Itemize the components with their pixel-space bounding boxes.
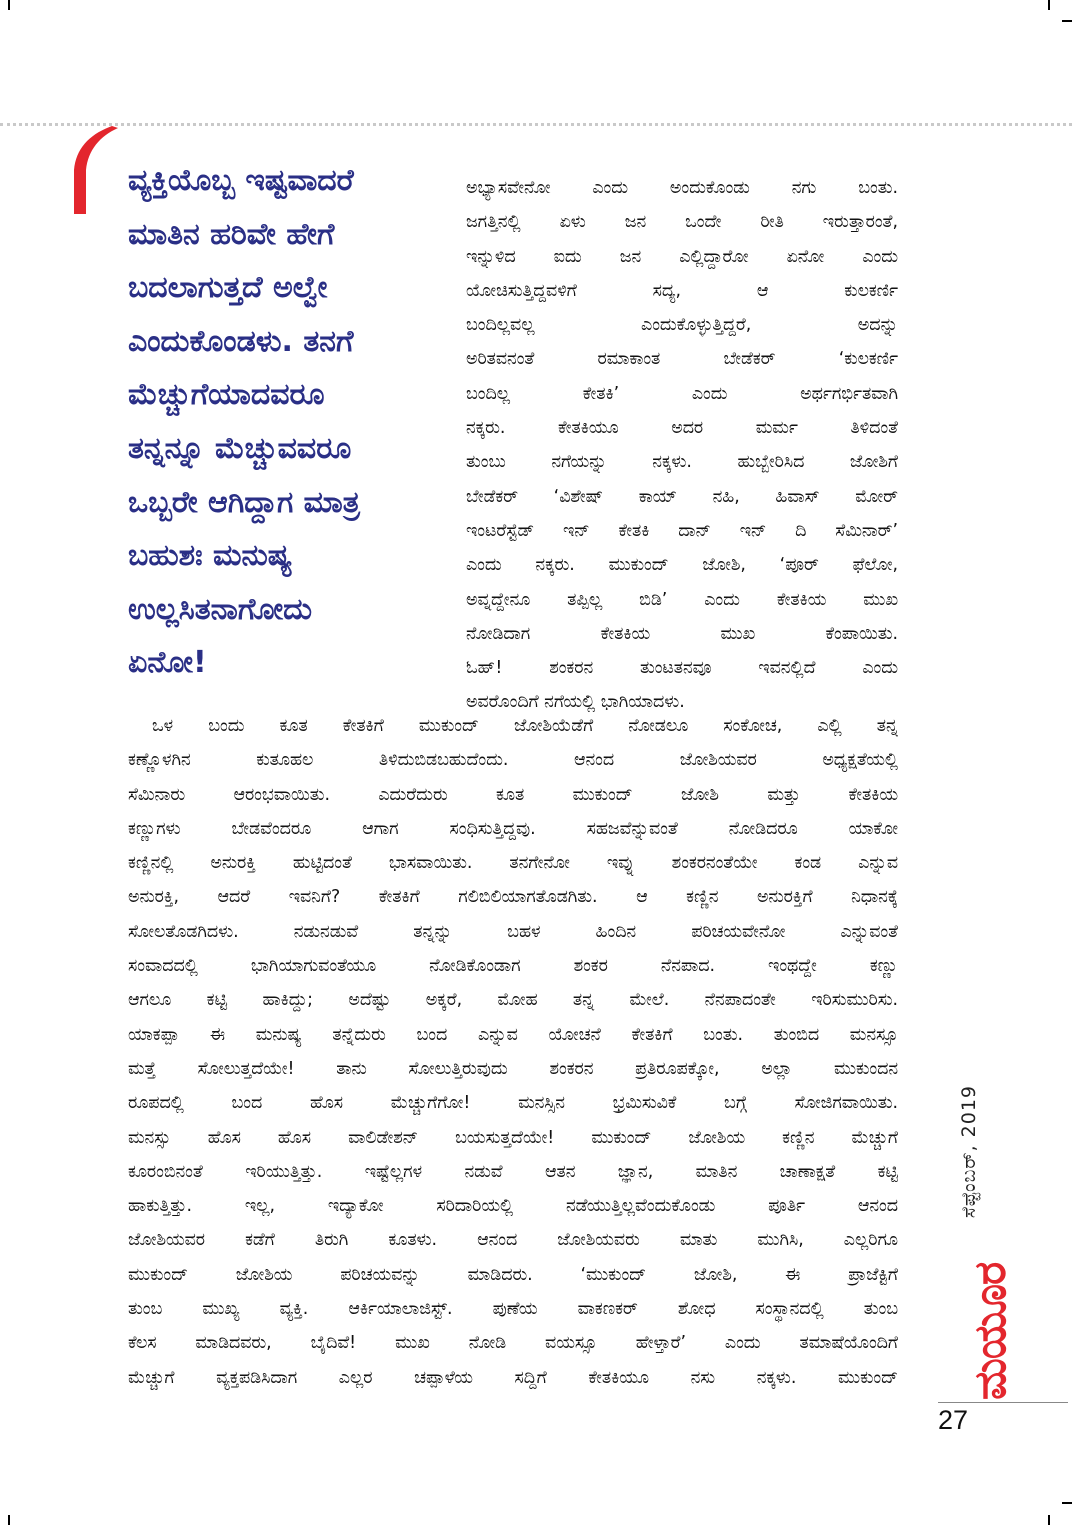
body-line: ಅವರೊಂದಿಗೆ ನಗೆಯಲ್ಲಿ ಭಾಗಿಯಾದಳು. [466,692,685,713]
pull-quote [128,154,428,690]
body-line: ಅನುರಕ್ತಿ, ಆದರೆ ಇವನಿಗೆ? ಕೇತಕಿಗೆ ಗಲಿಬಿಲಿಯಾಗತೊಡಗಿತು. ಆ ಕಣ್ಣಿನ ಅನುರಕ್ತಿಗೆ ನಿಧಾನಕ್ಕೆ [128,887,898,908]
body-line: ಸೋಲತೊಡಗಿದಳು. ನಡುನಡುವೆ ತನ್ನನ್ನು ಬಹಳ ಹಿಂದಿನ ಪರಿಚಯವೇನೋ ಎನ್ನುವಂತೆ [128,921,898,942]
body-line: ಮುಕುಂದ್ ಜೋಶಿಯ ಪರಿಚಯವನ್ನು ಮಾಡಿದರು. ‘ಮುಕುಂದ್ ಜೋಶಿ, ಈ ಪ್ರಾಜೆಕ್ಟಿಗೆ [128,1264,898,1285]
pull-quote-line: ಮೆಚ್ಚುಗೆಯಾದವರೂ [128,377,325,413]
crop-mark [1048,0,1050,10]
pull-quote-line: ಬಹುಶಃ ಮನುಷ್ಯ [128,538,293,574]
issue-date: ಸೆಪ್ಟೆಂಬರ್, 2019 [958,1085,980,1219]
body-line: ಯೋಚಿಸುತ್ತಿದ್ದವಳಿಗೆ ಸದ್ಯ, ಆ ಕುಲಕರ್ಣಿ [466,280,898,301]
dotted-divider [0,123,1072,126]
crop-mark [1062,1502,1072,1504]
body-line: ಕೂರಂಬಿನಂತೆ ಇರಿಯುತ್ತಿತ್ತು. ಇಷ್ಟೆಲ್ಲಗಳ ನಡುವೆ ಆತನ ಜ್ಞಾನ, ಮಾತಿನ ಚಾಣಾಕ್ಷತೆ ಕಟ್ಟಿ [128,1161,898,1182]
page-number: 27 [938,1405,969,1435]
body-line: ಮತ್ತೆ ಸೋಲುತ್ತದೆಯೇ! ತಾನು ಸೋಲುತ್ತಿರುವುದು ಶಂಕರನ ಪ್ರತಿರೂಪಕ್ಕೋ, ಅಲ್ಲಾ ಮುಕುಂದನ [128,1058,898,1079]
body-line: ಅರಿತವನಂತೆ ರಮಾಕಾಂತ ಬೇಡೆಕರ್ ‘ಕುಲಕರ್ಣಿ [466,349,898,370]
pull-quote-line: ಎಂದುಕೊಂಡಳು. ತನಗೆ [128,323,354,359]
body-column-full [128,709,898,1395]
body-line: ಅಭ್ಯಾಸವೇನೋ ಎಂದು ಅಂದುಕೊಂಡು ನಗು ಬಂತು. [466,178,898,198]
pull-quote-line: ಒಬ್ಬರೇ ಆಗಿದ್ದಾಗ ಮಾತ್ರ [128,484,360,520]
body-line: ಒಳ ಬಂದು ಕೂತ ಕೇತಕಿಗೆ ಮುಕುಂದ್ ಜೋಶಿಯೆಡೆಗೆ ನೋಡಲೂ ಸಂಕೋಚ, ಎಲ್ಲಿ ತನ್ನ [152,716,898,736]
crop-mark [1062,20,1072,22]
pull-quote-line: ಮಾತಿನ ಹರಿವೇ ಹೇಗೆ [128,216,335,252]
body-line: ಯಾಕಪ್ಪಾ ಈ ಮನುಷ್ಯ ತನ್ನೆದುರು ಬಂದ ಎನ್ನುವ ಯೋಚನೆ ಕೇತಕಿಗೆ ಬಂತು. ತುಂಬಿದ ಮನಸ್ಸೂ [128,1024,898,1045]
body-line: ಸೆಮಿನಾರು ಆರಂಭವಾಯಿತು. ಎದುರೆದುರು ಕೂತ ಮುಕುಂದ್ ಜೋಶಿ ಮತ್ತು ಕೇತಕಿಯ [128,784,898,805]
body-line: ಇನ್ನುಳಿದ ಐದು ಜನ ಎಲ್ಲಿದ್ದಾರೋ ಏನೋ ಎಂದು [466,246,898,267]
body-line: ಎಂದು ನಕ್ಕರು. ಮುಕುಂದ್ ಜೋಶಿ, ‘ಪೂರ್ ಫೆಲೋ, [466,555,898,576]
body-line: ಕಣ್ಣೊಳಗಿನ ಕುತೂಹಲ ತಿಳಿದುಬಿಡಬಹುದೆಂದು. ಆನಂದ ಜೋಶಿಯವರ ಅಧ್ಯಕ್ಷತೆಯಲ್ಲಿ [128,750,898,771]
body-line: ಕಣ್ಣುಗಳು ಬೇಡವೆಂದರೂ ಆಗಾಗ ಸಂಧಿಸುತ್ತಿದ್ದವು. ಸಹಜವೆನ್ನುವಂತೆ ನೋಡಿದರೂ ಯಾಕೋ [128,818,898,839]
body-line: ಬೇಡೆಕರ್ ‘ವಿಶೇಷ್ ಕಾಯ್ ನಹಿ, ಹಿವಾಸ್ ಮೋರ್ [466,486,898,507]
crop-mark [8,1515,10,1525]
body-line: ರೂಪದಲ್ಲಿ ಬಂದ ಹೊಸ ಮೆಚ್ಚುಗೆಗೋ! ಮನಸ್ಸಿನ ಭ್ರಮಿಸುವಿಕೆ ಬಗ್ಗೆ ಸೋಜಿಗವಾಯಿತು. [128,1093,898,1114]
body-line: ಜಗತ್ತಿನಲ್ಲಿ ಏಳು ಜನ ಒಂದೇ ರೀತಿ ಇರುತ್ತಾರಂತೆ, [466,212,898,233]
body-line: ಮೆಚ್ಚುಗೆ ವ್ಯಕ್ತಪಡಿಸಿದಾಗ ಎಲ್ಲರ ಚಪ್ಪಾಳೆಯ ಸದ್ದಿಗೆ ಕೇತಕಿಯೂ ನಸು ನಕ್ಕಳು. ಮುಕುಂದ್ [128,1367,898,1388]
body-line: ಬಂದಿಲ್ಲ ಕೇತಕಿ’ ಎಂದು ಅರ್ಥಗರ್ಭಿತವಾಗಿ [466,383,898,404]
quote-mark-icon [72,126,120,216]
pull-quote-line: ವ್ಯಕ್ತಿಯೊಬ್ಬ ಇಷ್ಟವಾದರೆ [128,163,354,198]
body-line: ತುಂಬು ನಗೆಯನ್ನು ನಕ್ಕಳು. ಹುಬ್ಬೇರಿಸಿದ ಜೋಶಿಗೆ [466,452,898,473]
body-line: ಜೋಶಿಯವರ ಕಡೆಗೆ ತಿರುಗಿ ಕೂತಳು. ಆನಂದ ಜೋಶಿಯವರು ಮಾತು ಮುಗಿಸಿ, ಎಲ್ಲರಿಗೂ [128,1230,898,1251]
folio-rule [938,1402,1068,1403]
body-line: ಕಣ್ಣಿನಲ್ಲಿ ಅನುರಕ್ತಿ ಹುಟ್ಟಿದಂತೆ ಭಾಸವಾಯಿತು. ತನಗೇನೋ ಇವ್ನು ಶಂಕರನಂತೆಯೇ ಕಂಡ ಎನ್ನುವ [128,853,898,874]
pull-quote-line: ಬದಲಾಗುತ್ತದೆ ಅಲ್ವೇ [128,270,328,306]
body-line: ಹಾಕುತ್ತಿತ್ತು. ಇಲ್ಲ, ಇದ್ಯಾಕೋ ಸರಿದಾರಿಯಲ್ಲಿ ನಡೆಯುತ್ತಿಲ್ಲವೆಂದುಕೊಂಡು ಪೂರ್ತಿ ಆನಂದ [128,1196,898,1217]
crop-mark [1048,1515,1050,1525]
pull-quote-line: ತನ್ನನ್ನೂ ಮೆಚ್ಚುವವರೂ [128,430,352,466]
body-line: ನೋಡಿದಾಗ ಕೇತಕಿಯ ಮುಖ ಕೆಂಪಾಯಿತು. [466,623,898,644]
body-line: ಓಹ್! ಶಂಕರನ ತುಂಟತನವೂ ಇವನಲ್ಲಿದೆ ಎಂದು [466,658,898,679]
body-line: ಮನಸ್ಸು ಹೊಸ ಹೊಸ ವಾಲಿಡೇಶನ್ ಬಯಸುತ್ತದೆಯೇ! ಮುಕುಂದ್ ಜೋಶಿಯ ಕಣ್ಣಿನ ಮೆಚ್ಚುಗೆ [128,1127,898,1148]
body-line: ಇಂಟರೆಸ್ಟೆಡ್ ಇನ್ ಕೇತಕಿ ದಾನ್ ಇನ್ ದಿ ಸೆಮಿನಾರ್’ [466,520,898,541]
pull-quote-line: ಉಲ್ಲಸಿತನಾಗೋದು [128,591,313,627]
body-line: ನಕ್ಕರು. ಕೇತಕಿಯೂ ಅದರ ಮರ್ಮ ತಿಳಿದಂತೆ [466,418,898,439]
body-line: ಬಂದಿಲ್ಲವಲ್ಲ ಎಂದುಕೊಳ್ಳುತ್ತಿದ್ದರೆ, ಅದನ್ನು [466,315,898,336]
body-line: ಸಂವಾದದಲ್ಲಿ ಭಾಗಿಯಾಗುವಂತೆಯೂ ನೋಡಿಕೊಂಡಾಗ ಶಂಕರ ನೆನಪಾದ. ಇಂಥದ್ದೇ ಕಣ್ಣು [128,956,898,977]
body-line: ಅವ್ನದ್ದೇನೂ ತಪ್ಪಿಲ್ಲ ಬಿಡಿ’ ಎಂದು ಕೇತಕಿಯ ಮುಖ [466,589,898,610]
body-line: ತುಂಬ ಮುಖ್ಯ ವ್ಯಕ್ತಿ. ಆರ್ಕಿಯಾಲಾಜಿಸ್ಟ್. ಪುಣೆಯ ವಾಕಣಕರ್ ಶೋಧ ಸಂಸ್ಥಾನದಲ್ಲಿ ತುಂಬ [128,1299,898,1320]
body-line: ಆಗಲೂ ಕಟ್ಟಿ ಹಾಕಿದ್ದು; ಅದೆಷ್ಟು ಅಕ್ಕರೆ, ಮೋಹ ತನ್ನ ಮೇಲೆ. ನೆನಪಾದಂತೇ ಇರಿಸುಮುರಿಸು. [128,990,898,1011]
pull-quote-line: ಏನೋ! [128,645,207,681]
body-line: ಕೆಲಸ ಮಾಡಿದವರು, ಬೈದಿವೆ! ಮುಖ ನೋಡಿ ವಯಸ್ಸೂ ಹೇಳ್ತಾರೆ’ ಎಂದು ತಮಾಷೆಯೊಂದಿಗೆ [128,1333,898,1354]
magazine-masthead: ಮಯೂರ [965,1262,1016,1400]
body-column-right [466,171,898,720]
crop-mark [8,0,10,10]
